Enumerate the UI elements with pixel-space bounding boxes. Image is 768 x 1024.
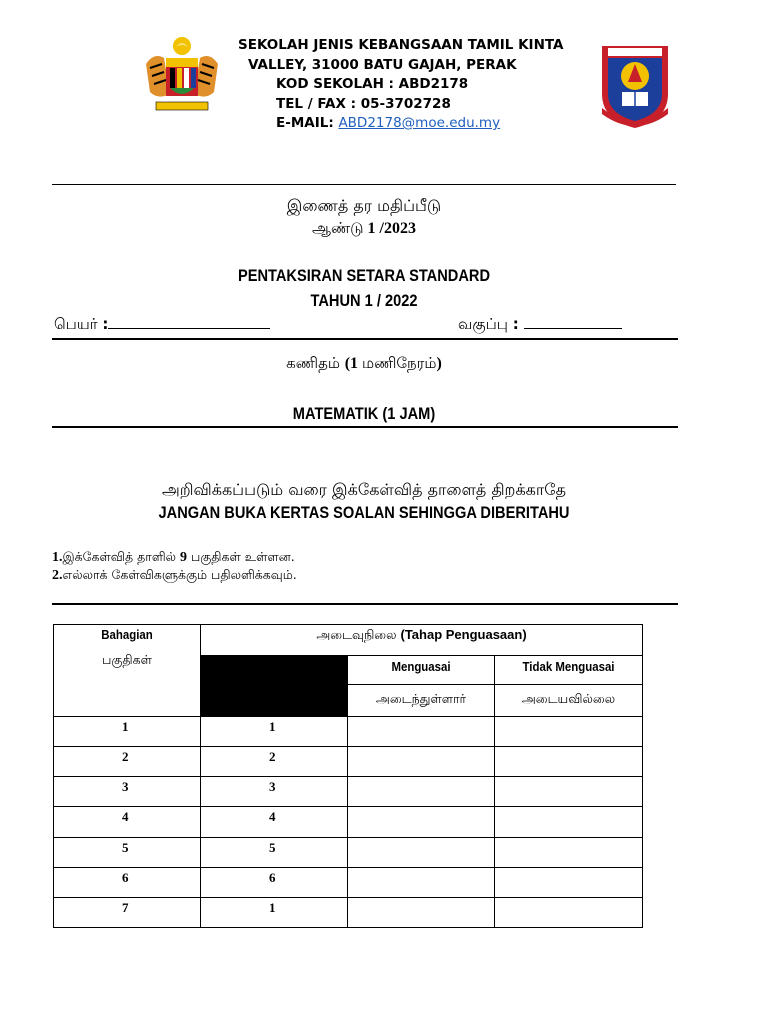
class-blank[interactable]	[524, 314, 622, 329]
divider	[52, 603, 678, 605]
header-divider	[52, 184, 676, 185]
level-header-cell	[201, 625, 643, 656]
name-colon: :	[102, 315, 109, 333]
table-row	[54, 838, 643, 868]
level-number: 2	[201, 747, 348, 777]
part-number: 2	[54, 747, 201, 777]
not-mastered-checkbox-cell[interactable]	[495, 898, 643, 928]
not-mastered-checkbox-cell[interactable]	[495, 717, 643, 747]
level-number: 5	[201, 838, 348, 868]
instruction-text: இக்கேள்வித் தாளில்	[62, 549, 180, 564]
part-header-cell	[54, 625, 201, 717]
table-row	[54, 777, 643, 807]
class-field	[458, 314, 622, 335]
part-number: 5	[54, 838, 201, 868]
email-label: E-MAIL:	[276, 115, 339, 131]
not-mastered-checkbox-cell[interactable]	[495, 807, 643, 838]
mastered-checkbox-cell[interactable]	[348, 898, 495, 928]
level-header-tamil: அடைவுநிலை	[316, 627, 401, 642]
name-blank[interactable]	[108, 314, 270, 329]
school-logo-icon	[598, 42, 672, 130]
blacked-out-cell	[201, 656, 348, 717]
mastered-tamil-cell	[348, 685, 495, 717]
tamil-year-value: 1 /2023	[363, 220, 416, 237]
class-colon: :	[512, 315, 524, 333]
mastered-checkbox-cell[interactable]	[348, 807, 495, 838]
not-mastered-header-tamil: அடையவில்லை	[521, 691, 616, 706]
mastered-header-tamil: அடைந்துள்ளார்	[375, 691, 467, 706]
school-header	[236, 36, 596, 134]
school-phone: TEL / FAX : 05-3702728	[276, 95, 451, 112]
table-row	[54, 747, 643, 777]
instruction-1	[52, 549, 295, 566]
mastered-checkbox-cell[interactable]	[348, 868, 495, 898]
divider	[52, 338, 678, 340]
instruction-number: 1.	[52, 550, 63, 565]
instruction-number: 2.	[52, 568, 63, 583]
mastered-header-cell	[348, 656, 495, 685]
mastered-checkbox-cell[interactable]	[348, 777, 495, 807]
level-number: 1	[201, 717, 348, 747]
level-number: 3	[201, 777, 348, 807]
divider	[52, 426, 678, 428]
not-mastered-checkbox-cell[interactable]	[495, 838, 643, 868]
table-row	[54, 868, 643, 898]
mastered-header: Menguasai	[391, 659, 451, 674]
notice-malay: JANGAN BUKA KERTAS SOALAN SEHINGGA DIBERITAHU	[158, 503, 570, 522]
table-row	[54, 807, 643, 838]
not-mastered-tamil-cell	[495, 685, 643, 717]
email-link[interactable]: ABD2178@moe.edu.my	[338, 115, 501, 131]
part-header-tamil: பகுதிகள்	[102, 652, 152, 667]
school-code: KOD SEKOLAH : ABD2178	[276, 76, 469, 92]
subject-tamil-line	[52, 354, 676, 374]
subject-hours-close: )	[436, 355, 442, 372]
tamil-assessment-title: இணைத் தர மதிப்பீடு	[286, 196, 442, 215]
subject-malay: MATEMATIK (1 JAM)	[292, 404, 436, 423]
part-number: 4	[54, 807, 201, 838]
part-number: 1	[54, 717, 201, 747]
not-mastered-checkbox-cell[interactable]	[495, 868, 643, 898]
assessment-year: TAHUN 1 / 2022	[310, 291, 418, 310]
instruction-2	[52, 567, 297, 584]
part-header: Bahagian	[101, 627, 153, 642]
class-label: வகுப்பு	[458, 315, 513, 333]
not-mastered-checkbox-cell[interactable]	[495, 777, 643, 807]
subject-hours-num: (1	[344, 355, 363, 372]
level-number: 4	[201, 807, 348, 838]
not-mastered-header-cell	[495, 656, 643, 685]
level-header: (Tahap Penguasaan)	[400, 627, 527, 642]
part-number: 6	[54, 868, 201, 898]
instruction-text: எல்லாக் கேள்விகளுக்கும் பதிலளிக்கவும்.	[62, 567, 297, 582]
part-number: 7	[54, 898, 201, 928]
mastered-checkbox-cell[interactable]	[348, 747, 495, 777]
mastered-checkbox-cell[interactable]	[348, 838, 495, 868]
mastered-checkbox-cell[interactable]	[348, 717, 495, 747]
name-label: பெயர்	[54, 315, 103, 333]
subject-hours-word: மணிநேரம்	[362, 354, 437, 372]
not-mastered-checkbox-cell[interactable]	[495, 747, 643, 777]
level-number: 1	[201, 898, 348, 928]
instruction-text: பகுதிகள் உள்ளன.	[186, 549, 295, 564]
table-row	[54, 717, 643, 747]
part-number: 3	[54, 777, 201, 807]
coat-of-arms-icon	[140, 34, 224, 118]
subject-tamil-label: கணிதம்	[286, 354, 345, 372]
not-mastered-header: Tidak Menguasai	[522, 659, 615, 674]
school-email-line	[236, 114, 596, 134]
mastery-table	[53, 624, 643, 928]
level-number: 6	[201, 868, 348, 898]
notice-tamil: அறிவிக்கப்படும் வரை இக்கேள்வித் தாளைத் திறக்காதே	[161, 480, 567, 499]
school-name: SEKOLAH JENIS KEBANGSAAN TAMIL KINTA	[238, 37, 564, 53]
tamil-year-line	[52, 219, 676, 239]
assessment-title: PENTAKSIRAN SETARA STANDARD	[237, 266, 491, 285]
name-field	[54, 314, 270, 335]
tamil-year-label: ஆண்டு	[312, 219, 364, 237]
table-row	[54, 898, 643, 928]
school-address: VALLEY, 31000 BATU GAJAH, PERAK	[248, 56, 517, 73]
instruction-count: 9	[179, 550, 187, 565]
